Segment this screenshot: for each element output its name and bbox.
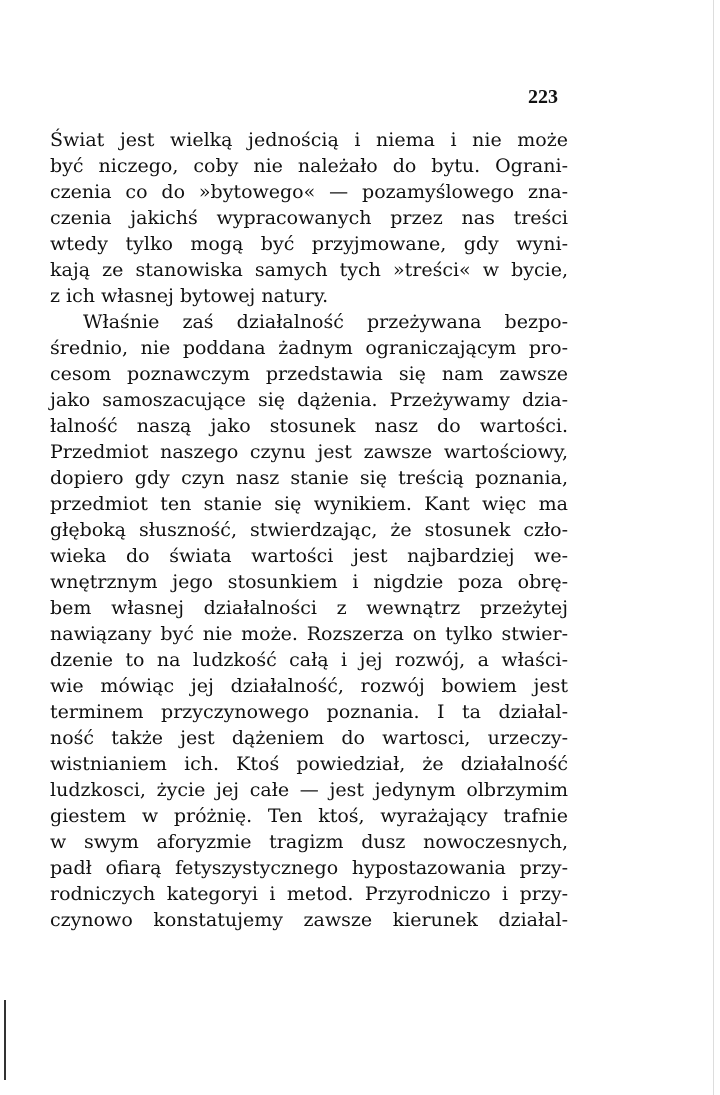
text-line: wistnianiem ich. Ktoś powiedział, że działalność — [50, 753, 568, 775]
text-line: przedmiot ten stanie się wynikiem. Kant więc ma — [50, 493, 568, 515]
text-line: czenia jakichś wypracowanych przez nas treści — [50, 207, 568, 229]
text-line: bem własnej działalności z wewnątrz przeżytej — [50, 597, 568, 619]
text-line: ność także jest dążeniem do wartosci, urzeczy- — [50, 727, 568, 749]
text-line: Świat jest wielką jednością i niema i nie może — [50, 129, 568, 151]
page-number: 223 — [528, 86, 558, 108]
body-text — [50, 127, 568, 933]
text-line: jako samoszacujące się dążenia. Przeżywamy dzia- — [50, 389, 568, 411]
text-line: wie mówiąc jej działalność, rozwój bowiem jest — [50, 675, 568, 697]
text-line: z ich własnej bytowej natury. — [50, 285, 329, 307]
text-line: wnętrznym jego stosunkiem i nigdzie poza obrę- — [50, 571, 568, 593]
text-line: terminem przyczynowego poznania. I ta działal- — [50, 701, 568, 723]
text-line: kają ze stanowiska samych tych »treści« w bycie, — [50, 259, 568, 281]
text-line: padł ofiarą fetyszystycznego hypostazowania przy- — [50, 857, 568, 879]
text-line: wieka do świata wartości jest najbardziej we- — [50, 545, 568, 567]
text-line: cesom poznawczym przedstawia się nam zawsze — [50, 363, 568, 385]
text-line: Właśnie zaś działalność przeżywana bezpo- — [83, 311, 568, 333]
scan-edge-mark — [4, 1000, 6, 1080]
scan-edge-line — [713, 0, 714, 1095]
text-line: głęboką słuszność, stwierdzając, że stosunek czło- — [50, 519, 568, 541]
text-line: czynowo konstatujemy zawsze kierunek działal- — [50, 909, 568, 931]
text-line: nawiązany być nie może. Rozszerza on tylko stwier- — [50, 623, 568, 645]
text-line: wtedy tylko mogą być przyjmowane, gdy wyni- — [50, 233, 568, 255]
text-line: być niczego, coby nie należało do bytu. Ograni- — [50, 155, 568, 177]
text-line: łalność naszą jako stosunek nasz do wartości. — [50, 415, 568, 437]
text-line: dzenie to na ludzkość całą i jej rozwój, a właści- — [50, 649, 568, 671]
text-line: giestem w próżnię. Ten ktoś, wyrażający trafnie — [50, 805, 568, 827]
text-line: Przedmiot naszego czynu jest zawsze wartościowy, — [50, 441, 568, 463]
text-line: średnio, nie poddana żadnym ograniczającym pro- — [50, 337, 568, 359]
text-line: dopiero gdy czyn nasz stanie się treścią poznania, — [50, 467, 568, 489]
text-line: w swym aforyzmie tragizm dusz nowoczesnych, — [50, 831, 568, 853]
text-line: rodniczych kategoryi i metod. Przyrodniczo i przy- — [50, 883, 568, 905]
text-line: czenia co do »bytowego« — pozamyślowego zna- — [50, 181, 568, 203]
text-line: ludzkosci, życie jej całe — jest jedynym olbrzymim — [50, 779, 568, 801]
